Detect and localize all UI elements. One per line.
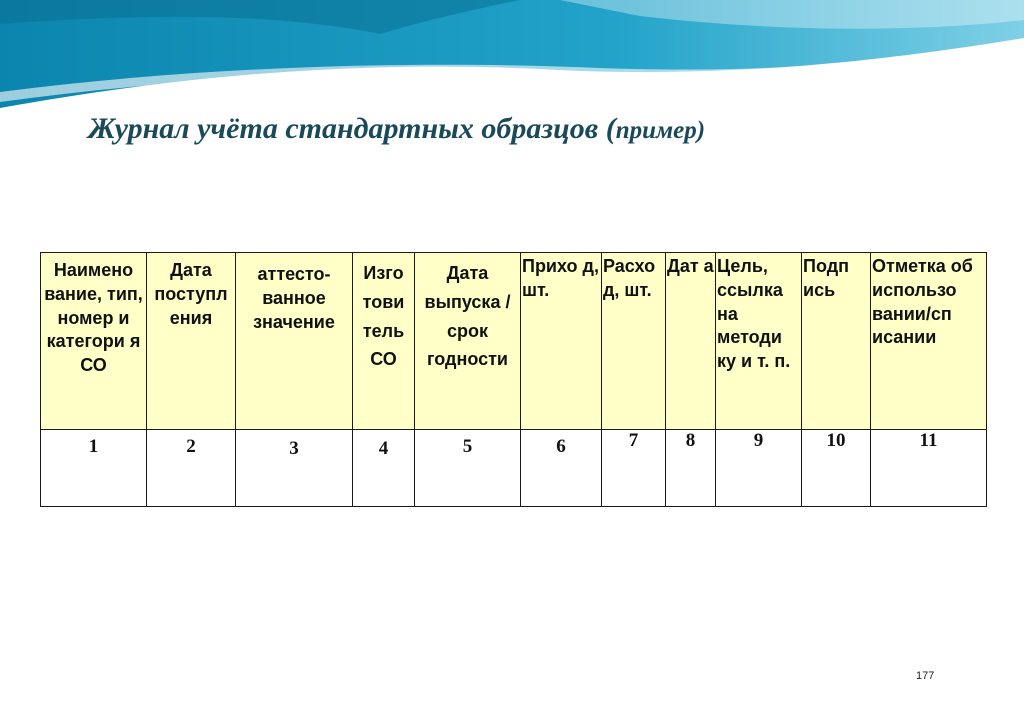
header-cell-usage-mark: Отметка об использо вании/сп исании [871, 253, 987, 430]
number-cell: 11 [871, 430, 987, 507]
number-cell: 8 [666, 430, 716, 507]
number-cell: 6 [521, 430, 602, 507]
standard-samples-journal-table [40, 252, 987, 507]
header-cell-manufacturer: Изго тови тель СО [353, 253, 415, 430]
number-cell: 4 [353, 430, 415, 507]
page-title [88, 112, 705, 146]
number-cell: 7 [602, 430, 666, 507]
table-header-row [41, 253, 987, 430]
header-cell-purpose: Цель, ссылка на методи ку и т. п. [716, 253, 802, 430]
number-cell: 1 [41, 430, 147, 507]
table-number-row [41, 430, 987, 507]
title-sub: пример) [615, 117, 706, 144]
title-main: Журнал учёта стандартных образцов ( [88, 112, 616, 145]
header-cell-name: Наимено вание, тип, номер и категори я СО [41, 253, 147, 430]
number-cell: 3 [236, 430, 353, 507]
number-cell: 9 [716, 430, 802, 507]
header-cell-date: Дат а [666, 253, 716, 430]
header-cell-receipt-date: Дата поступл ения [147, 253, 236, 430]
header-wave-decoration [0, 0, 1024, 110]
header-cell-certified-value: аттесто- ванное значение [236, 253, 353, 430]
page-number: 177 [916, 670, 935, 682]
header-cell-signature: Подп ись [802, 253, 871, 430]
number-cell: 2 [147, 430, 236, 507]
number-cell: 5 [415, 430, 521, 507]
header-cell-release-date: Дата выпуска /срок годности [415, 253, 521, 430]
number-cell: 10 [802, 430, 871, 507]
header-cell-income: Прихо д, шт. [521, 253, 602, 430]
header-cell-expense: Расхо д, шт. [602, 253, 666, 430]
